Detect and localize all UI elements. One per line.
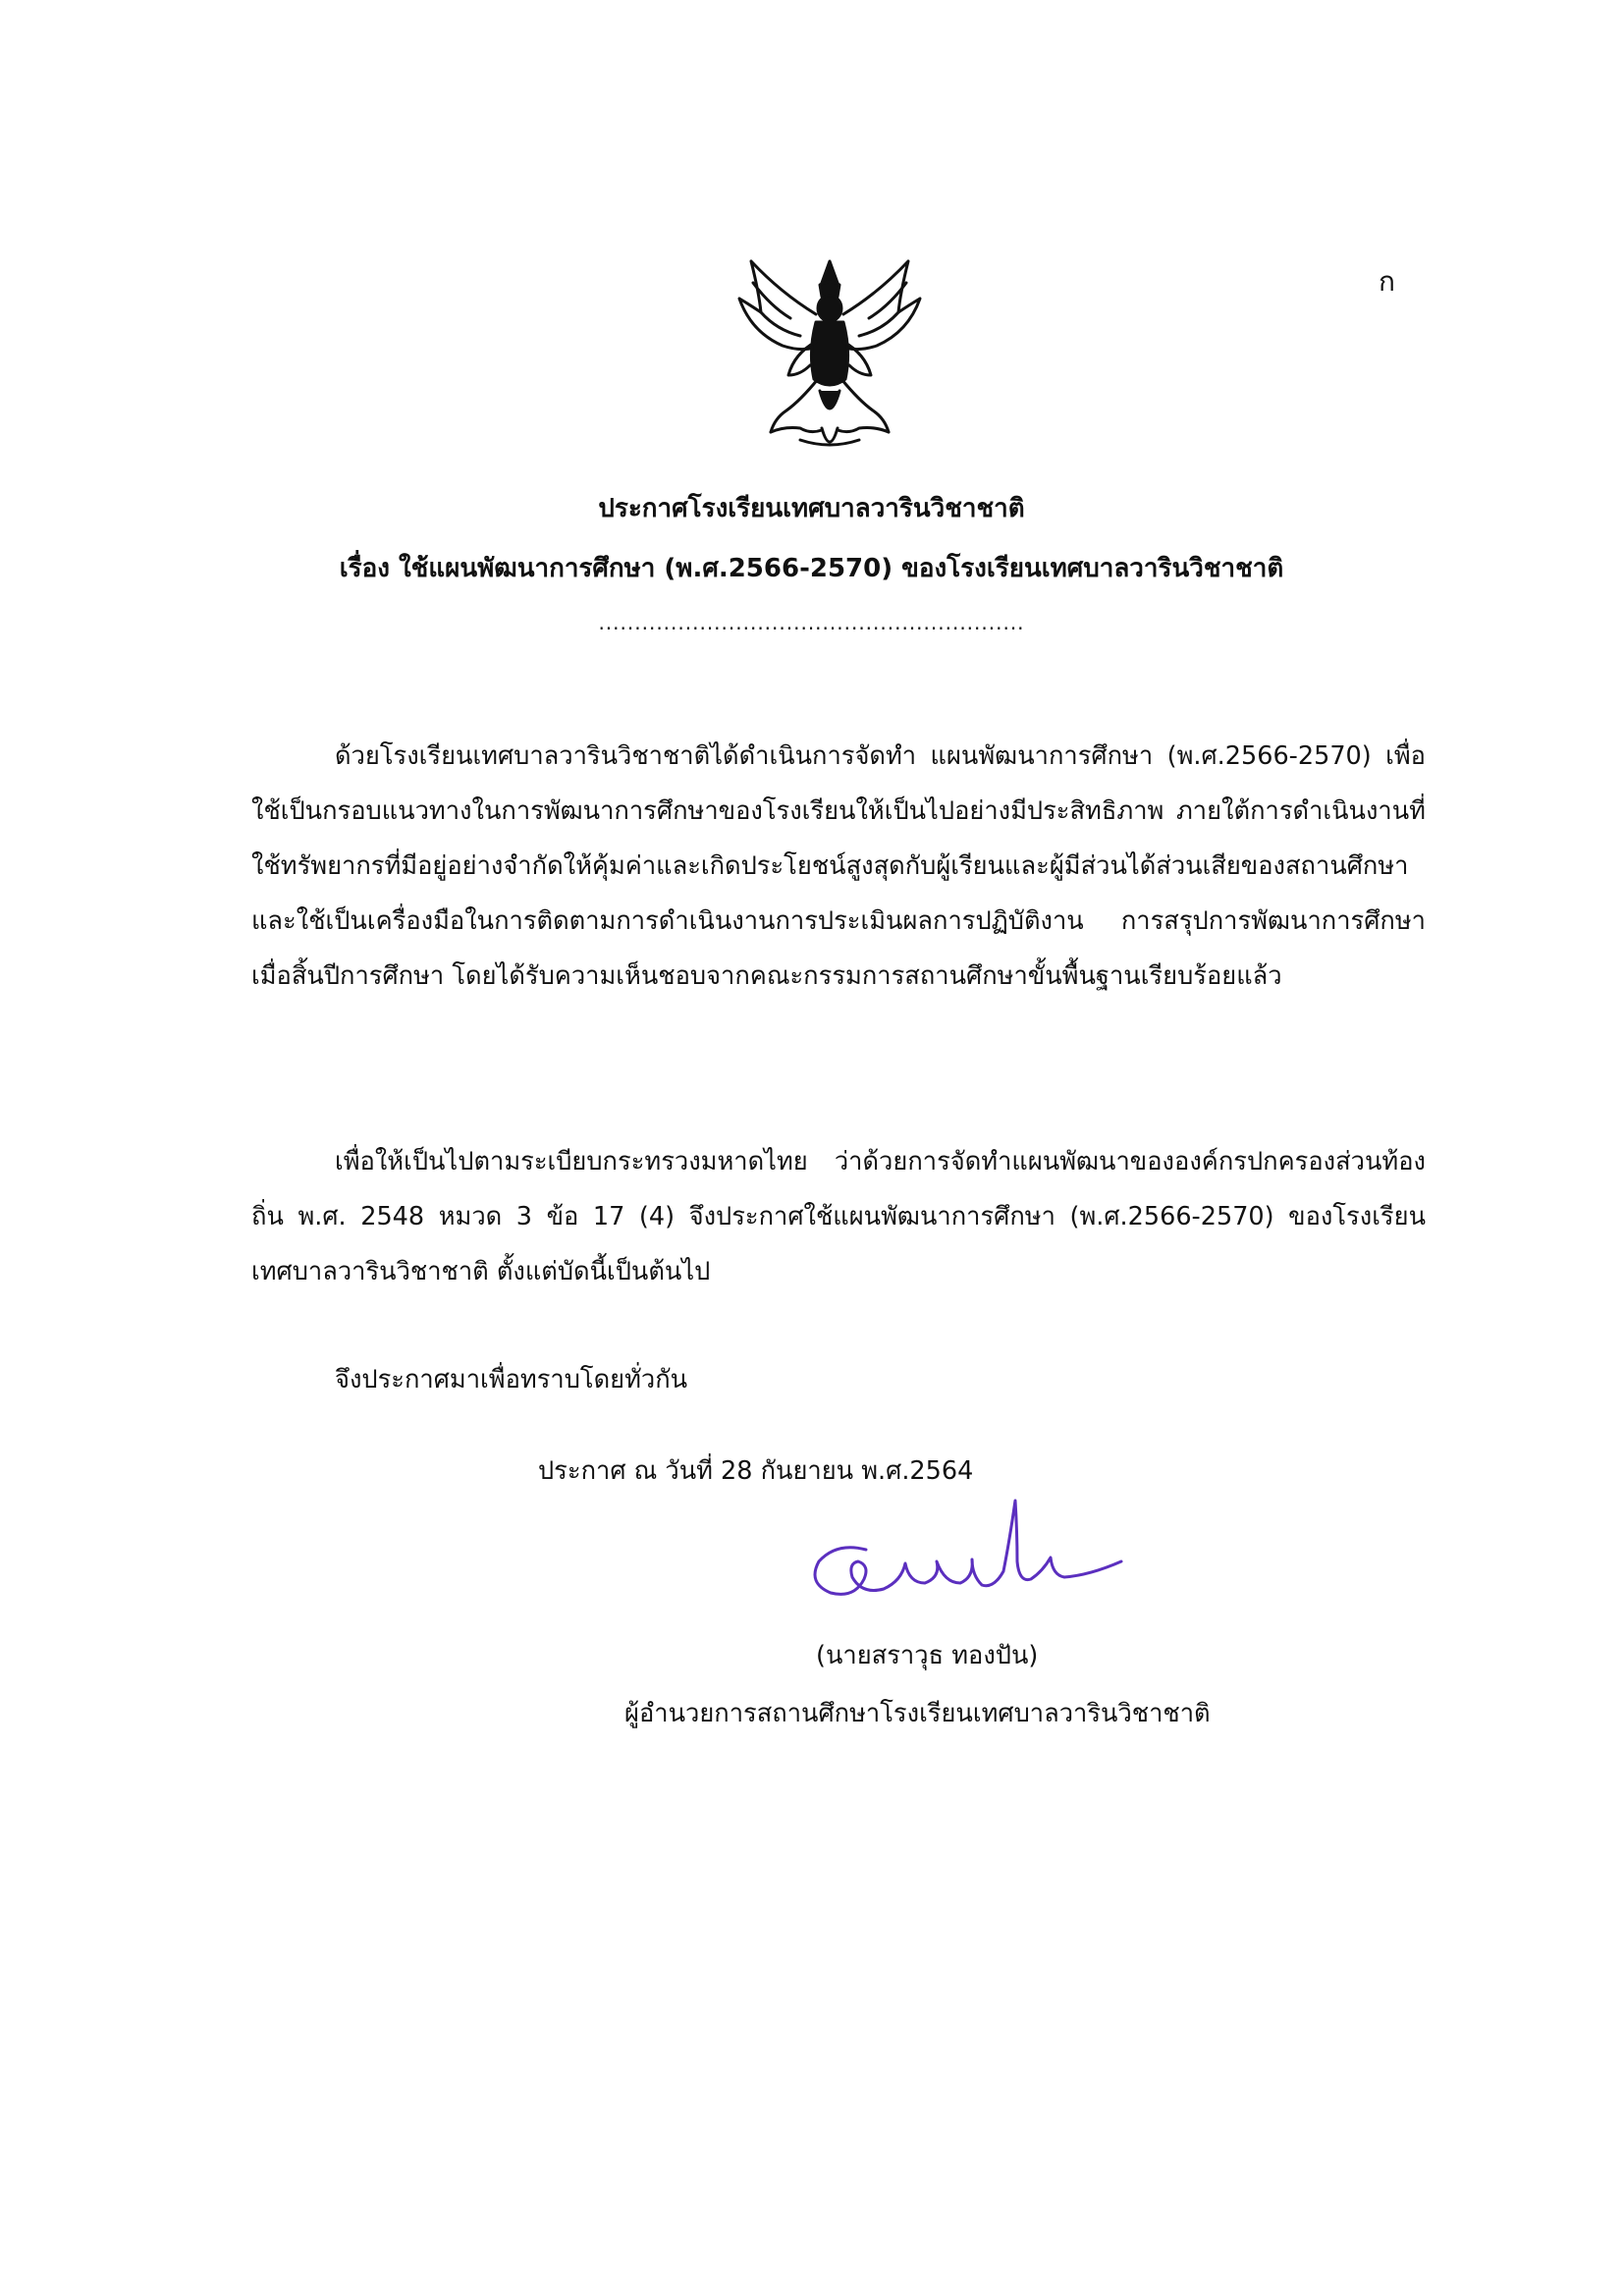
announcement-date: ประกาศ ณ วันที่ 28 กันยายน พ.ศ.2564 [538, 1456, 974, 1486]
announcement-title: ประกาศโรงเรียนเทศบาลวารินวิชาชาติ [598, 494, 1025, 523]
body-paragraph-1: ด้วยโรงเรียนเทศบาลวารินวิชาชาติได้ดำเนินการจัดทำ แผนพัฒนาการศึกษา (พ.ศ.2566-2570) เพื่อใช้เป็นกรอบแนวทางในการพัฒนาการศึกษาของโรงเรียนให้เป็นไปอย่างมีประสิทธิภาพ ภายใต้การดำเนินงานที่ใช้ทรัพยากรที่มีอยู่อย่างจำกัดให้คุ้มค่าและเกิดประโยชน์สูงสุดกับผู้เรียนและผู้มีส่วนได้ส่วนเสียของสถานศึกษา และใช้เป็นเครื่องมือในการติดตามการดำเนินงานการประเมินผลการปฏิบัติงาน การสรุปการพัฒนาการศึกษาเมื่อสิ้นปีการศึกษา โดยได้รับความเห็นชอบจากคณะกรรมการสถานศึกษาขั้นพื้นฐานเรียบร้อยแล้ว [251, 741, 1426, 991]
page-marker: ก [1379, 265, 1395, 298]
announce-line: จึงประกาศมาเพื่อทราบโดยทั่วกัน [335, 1365, 688, 1394]
garuda-emblem [731, 253, 928, 460]
signer-name: (นายสราวุธ ทองปัน) [816, 1641, 1039, 1670]
title-separator: ........................................................... [598, 611, 1025, 634]
body-paragraph-2: เพื่อให้เป็นไปตามระเบียบกระทรวงมหาดไทย ว่าด้วยการจัดทำแผนพัฒนาขององค์กรปกครองส่วนท้องถิ่น พ.ศ. 2548 หมวด 3 ข้อ 17 (4) จึงประกาศใช้แผนพัฒนาการศึกษา (พ.ศ.2566-2570) ของโรงเรียนเทศบาลวารินวิชาชาติ ตั้งแต่บัดนี้เป็นต้นไป [251, 1147, 1426, 1286]
announcement-subject: เรื่อง ใช้แผนพัฒนาการศึกษา (พ.ศ.2566-2570) ของโรงเรียนเทศบาลวารินวิชาชาติ [339, 554, 1284, 583]
handwritten-signature [807, 1493, 1141, 1640]
signer-title: ผู้อำนวยการสถานศึกษาโรงเรียนเทศบาลวารินวิชาชาติ [624, 1699, 1211, 1728]
